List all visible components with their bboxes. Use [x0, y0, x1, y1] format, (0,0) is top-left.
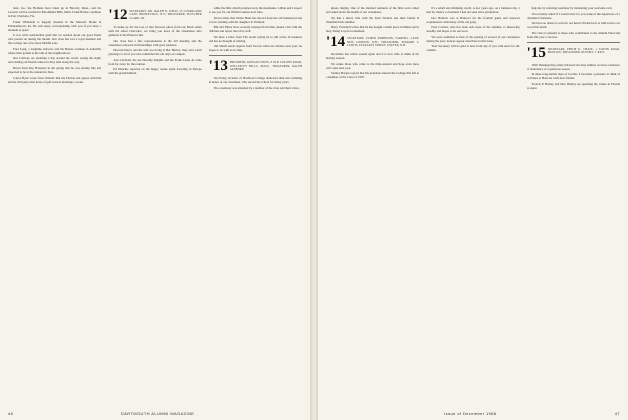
page-gutter — [310, 0, 318, 420]
paragraph: Jim Marsh sends regards from Tucson where he winters each year; he hopes to be with us in June. — [208, 44, 302, 53]
paragraph: Our class had a fine representation at the fall meeting and the classmates renewed old friendships with great pleasure. — [108, 38, 202, 47]
left-column-1 — [8, 6, 101, 406]
divider — [209, 55, 302, 56]
left-column-2 — [108, 6, 201, 406]
paragraph: phone ringing. One of the alarmed residents of the little town called and asked about the health of our classmates. — [326, 6, 420, 14]
class-year: '13 — [208, 58, 228, 75]
paragraph: It was with considerable grief that we learned about our good friend who passed on during the month. Our class has lost a loyal member and the College one of its most faithful sons. — [8, 33, 102, 46]
paragraph: In these long-buried days of Cecilia, it becomes a pleasure to think of old times at Hanover with dear friends. — [526, 72, 620, 81]
paragraph: You recently asked if I would write for you some of the departures of a cherished classmate. — [526, 11, 620, 20]
right-page-footer — [326, 411, 620, 416]
page-number: 46 — [8, 411, 14, 416]
page-number: 47 — [614, 411, 620, 416]
paragraph: It's a small and shrinking world. A few years ago, on a business trip, I met by chance a classmate I had not seen since graduation. — [426, 6, 520, 14]
right-column-1 — [326, 6, 419, 406]
paragraph: Harry Twitchell writes that he has bought a small place in Maine and is busy fixing it up for retirement. — [326, 25, 420, 34]
class-secretary: SECRETARY, PHILIP K. CHASE, 1 EATON ROAD, MOSCOW; TREASURER, RUSSELL J. RICE — [547, 47, 620, 55]
magazine-name: DARTMOUTH ALUMNI MAGAZINE — [120, 411, 195, 416]
paragraph: Frank Whiteside is happily situated in the Masonic Home in Elizabethtown, Pa. He will enjoy corresponding with you if you have a moment to spare. — [8, 19, 102, 32]
class-heading — [326, 35, 419, 49]
class-heading — [108, 8, 201, 22]
left-page-footer — [8, 411, 302, 416]
paragraph: Carlos Hyde wrote from Orlando that the Florida sun agrees with him and he still plays nine holes of golf several mornings a week. — [8, 75, 102, 84]
issue-date: Issue of December 1966 — [444, 411, 497, 416]
left-page — [0, 0, 310, 420]
class-secretary: SECRETARY, ELMER ROBINSON, FARWELL LANE, NEW LONDON, N.H.; TREASURER, EDWARD L. CURTIS, PLEASANT STREET, EXETER, N.H. — [347, 37, 420, 47]
divider — [527, 42, 620, 43]
left-column-3 — [209, 6, 302, 406]
paragraph: To make up for the loss of that flavored photo from our Mack Allen with his smart Chevrolet, we bring you news of the classmates who gathered at the Hanover Inn. — [108, 25, 202, 37]
paragraph: Stanley Harper reports that his grandson entered the College this fall as a member of the Class of 1970. — [326, 71, 420, 80]
right-column-2 — [426, 6, 519, 406]
paragraph: Our Cartlony are planning a trip around the world, seeing the sights and visiting old friends wherever they land along the way. — [8, 56, 102, 65]
right-column-3 — [527, 6, 620, 406]
class-secretary: SECRETARY, DR. RALPH N. WELD, 55 COURTLAND LANE, BRONXVILLE, N.Y.; TREASURER, FLETCHER CLARK, JR. — [129, 10, 202, 20]
class-year: '15 — [526, 44, 546, 61]
class-heading — [527, 46, 620, 60]
paragraph: Howard Pierce and his wife are living at Bar Harbor; they sent warm greetings to all of you who remember the old days on campus. — [108, 48, 202, 57]
class-year: '14 — [326, 34, 346, 51]
paragraph: Fred Long, a longtime stalwart, and his Bessie continue in Asheville where their garden is the talk of the neighborhood. — [8, 46, 102, 55]
class-secretary: PRESIDENT, DONALD SNOW, 8 OLD COLONY ROAD, WELLESLEY HILLS, MASS.; TREASURER, RALPH SANBORN — [229, 61, 302, 72]
paragraph: We were saddened to hear of the passing of several of our classmates during the year; notices appear elsewhere in this issue. — [426, 34, 520, 43]
paragraph: We have no desire to wait for our heart's friend but it is with sorrow we record his death. — [526, 21, 620, 30]
paragraph: Word comes that Walter Hunt has moved from the old homestead and is now residing with his daughter in Vermont. — [208, 15, 302, 24]
paragraph: Fred Carlson, who has been sick most of the summer, is improving steadily and hopes to be out soon. — [426, 25, 520, 34]
paragraph: Heard from Ray Hazenprt in the spring that he was feeling fine and expected to be at the reunion in June. — [8, 65, 102, 74]
paragraph: Doc Bullock was at Hanover for the football game and renewed acquaintance with many of the old gang. — [426, 15, 520, 24]
paragraph: The class is grateful to those who contributed to the Alumni Fund and made this year a success. — [526, 30, 620, 39]
paragraph: The ceremony was attended by a number of the class and their wives. — [213, 85, 300, 90]
paragraph: land, Ga.; the Holdens have baled up in Beverly, Mass., and the Leavitts will be reached in Bloomfield Hills, Mich. Frank Barber continues in Port Charlotte, Fla. — [8, 6, 102, 18]
right-page — [318, 0, 628, 420]
paragraph: We salute those who came to the mini-reunion and hope even more will come next year. — [326, 61, 420, 70]
paragraph: With Thanksgiving safely mirrored ten days behind, we hear a memory of abundance of a generous season. — [526, 62, 620, 71]
paragraph: Your Secretary will be glad to hear from any of you with news for the column. — [426, 44, 520, 53]
paragraph: Jack Caldwell, the Joe Dorothy Knights and the Frank Lanes all came from far away for the reunion. — [108, 57, 202, 66]
paragraph: Ed Dunckle reported on the happy weeks spent traveling in Europe with his grandchildren. — [108, 67, 202, 76]
paragraph: Francis P. Hadley and Mrs. Hadley are spending the winter in Florida as usual. — [526, 81, 620, 90]
paragraph: On Friday, October 21 Bradford College dedicated their new building in honor of our classmate, who served the school for many years. — [208, 76, 302, 85]
class-heading — [209, 59, 302, 73]
paragraph: Bill and Elinor have recently returned from their annual visit with the children and report that all is well. — [208, 25, 302, 34]
paragraph: December has rolled around again and it is now time to think of the holiday season. — [326, 52, 420, 61]
paragraph: We had a merry visit with the Tuck Nichols and their family in Wakefield this summer. — [326, 15, 420, 24]
paragraph: while the little church pointed away the mountains. Lillian and I expect to see you for our fiftieth reunion next June. — [208, 6, 302, 14]
paragraph: We have a letter from Fitz Grant saying he is still active in business and has no thought of retiring. — [208, 34, 302, 43]
class-year: '12 — [108, 7, 128, 23]
paragraph: help me by referring Germany by translating your welcome card. — [531, 6, 613, 10]
